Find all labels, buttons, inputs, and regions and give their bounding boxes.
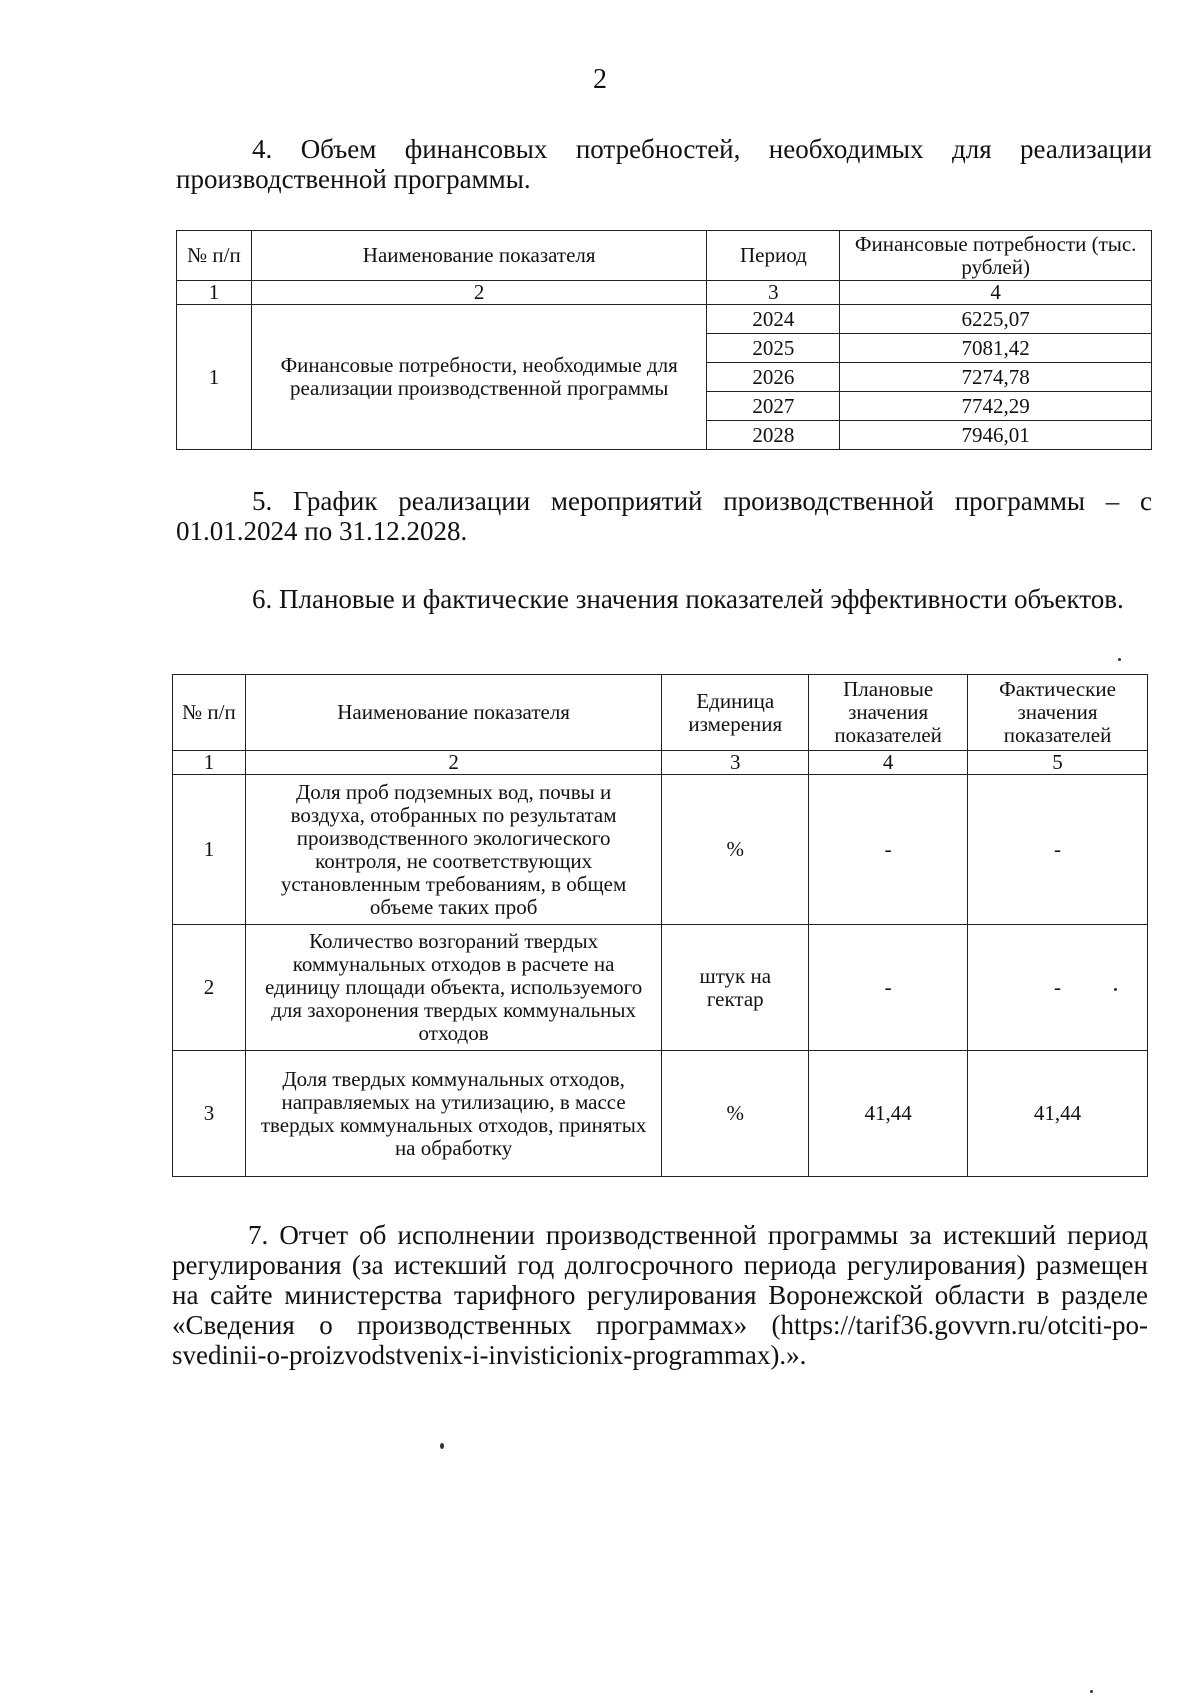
section-6-number: 6. bbox=[252, 584, 273, 614]
column-number: 2 bbox=[251, 281, 707, 305]
fact-value: 41,44 bbox=[968, 1051, 1148, 1177]
indicator-name: Количество возгораний твердых коммунальных отходов в расчете на единицу площади объекта, используемого для захоронения твердых коммунальных отходов bbox=[245, 925, 661, 1051]
period-cell: 2027 bbox=[707, 392, 840, 421]
section-5-paragraph bbox=[176, 486, 1152, 546]
plan-value: 41,44 bbox=[809, 1051, 968, 1177]
table-header-row bbox=[173, 675, 1148, 751]
column-number: 1 bbox=[177, 281, 252, 305]
scan-speck bbox=[440, 1443, 444, 1449]
header-cell: Плановые значения показателей bbox=[809, 675, 968, 751]
header-cell: № п/п bbox=[173, 675, 246, 751]
scan-speck bbox=[1114, 988, 1117, 991]
indicator-name: Доля твердых коммунальных отходов, направляемых на утилизацию, в массе твердых коммунальных отходов, принятых на обработку bbox=[245, 1051, 661, 1177]
row-number: 1 bbox=[177, 305, 252, 450]
column-number: 1 bbox=[173, 751, 246, 775]
header-cell: Наименование показателя bbox=[251, 231, 707, 281]
unit-cell: % bbox=[662, 775, 809, 925]
period-cell: 2026 bbox=[707, 363, 840, 392]
section-4-text: Объем финансовых потребностей, необходимых для реализации производственной программы. bbox=[176, 134, 1152, 194]
plan-value: - bbox=[809, 775, 968, 925]
section-5-number: 5. bbox=[252, 486, 273, 516]
header-cell: Финансовые потребности (тыс. рублей) bbox=[840, 231, 1152, 281]
column-number-row bbox=[173, 751, 1148, 775]
section-6-text: Плановые и фактические значения показателей эффективности объектов. bbox=[279, 584, 1124, 614]
section-6-paragraph bbox=[176, 584, 1152, 614]
header-cell: Фактические значения показателей bbox=[968, 675, 1148, 751]
section-4-paragraph bbox=[176, 134, 1152, 194]
plan-value: - bbox=[809, 925, 968, 1051]
column-number: 4 bbox=[840, 281, 1152, 305]
value-cell: 7081,42 bbox=[840, 334, 1152, 363]
period-cell: 2028 bbox=[707, 421, 840, 450]
efficiency-indicators-table bbox=[172, 674, 1148, 1177]
header-cell: Наименование показателя bbox=[245, 675, 661, 751]
header-cell: Единица измерения bbox=[662, 675, 809, 751]
period-cell: 2024 bbox=[707, 305, 840, 334]
column-number: 4 bbox=[809, 751, 968, 775]
header-cell: № п/п bbox=[177, 231, 252, 281]
row-indicator-name: Финансовые потребности, необходимые для реализации производственной программы bbox=[251, 305, 707, 450]
fact-value: - bbox=[968, 925, 1148, 1051]
column-number: 3 bbox=[707, 281, 840, 305]
row-number: 3 bbox=[173, 1051, 246, 1177]
value-cell: 6225,07 bbox=[840, 305, 1152, 334]
table-row bbox=[177, 305, 1152, 334]
section-7-paragraph bbox=[172, 1220, 1148, 1370]
scan-speck bbox=[1118, 658, 1121, 661]
section-7-number: 7. bbox=[248, 1220, 269, 1250]
unit-cell: % bbox=[662, 1051, 809, 1177]
fact-value: - bbox=[968, 775, 1148, 925]
value-cell: 7742,29 bbox=[840, 392, 1152, 421]
indicator-name: Доля проб подземных вод, почвы и воздуха, отобранных по результатам производственного экологического контроля, не соответствующих установленным требованиям, в общем объеме таких проб bbox=[245, 775, 661, 925]
column-number: 5 bbox=[968, 751, 1148, 775]
column-number: 3 bbox=[662, 751, 809, 775]
table-row bbox=[173, 1051, 1148, 1177]
row-number: 2 bbox=[173, 925, 246, 1051]
value-cell: 7274,78 bbox=[840, 363, 1152, 392]
section-7-text: Отчет об исполнении производственной программы за истекший период регулирования (за истекший год долгосрочного периода регулирования) размещен на сайте министерства тарифного регулирования Воронежской области в разделе «Сведения о производственных программах» (https://tarif36.govvrn.ru/otciti-po-svedinii-o-proizvodstvenix-i-invisticionix-programmax).». bbox=[172, 1220, 1148, 1370]
table-row bbox=[173, 775, 1148, 925]
financial-needs-table bbox=[176, 230, 1152, 450]
page-number: 2 bbox=[593, 64, 607, 95]
row-number: 1 bbox=[173, 775, 246, 925]
table-row bbox=[173, 925, 1148, 1051]
scan-speck bbox=[1090, 1690, 1093, 1693]
header-cell: Период bbox=[707, 231, 840, 281]
section-5-text: График реализации мероприятий производственной программы – с 01.01.2024 по 31.12.2028. bbox=[176, 486, 1153, 546]
table-header-row bbox=[177, 231, 1152, 281]
value-cell: 7946,01 bbox=[840, 421, 1152, 450]
unit-cell: штук на гектар bbox=[662, 925, 809, 1051]
section-4-number: 4. bbox=[252, 134, 273, 164]
column-number-row bbox=[177, 281, 1152, 305]
period-cell: 2025 bbox=[707, 334, 840, 363]
column-number: 2 bbox=[245, 751, 661, 775]
